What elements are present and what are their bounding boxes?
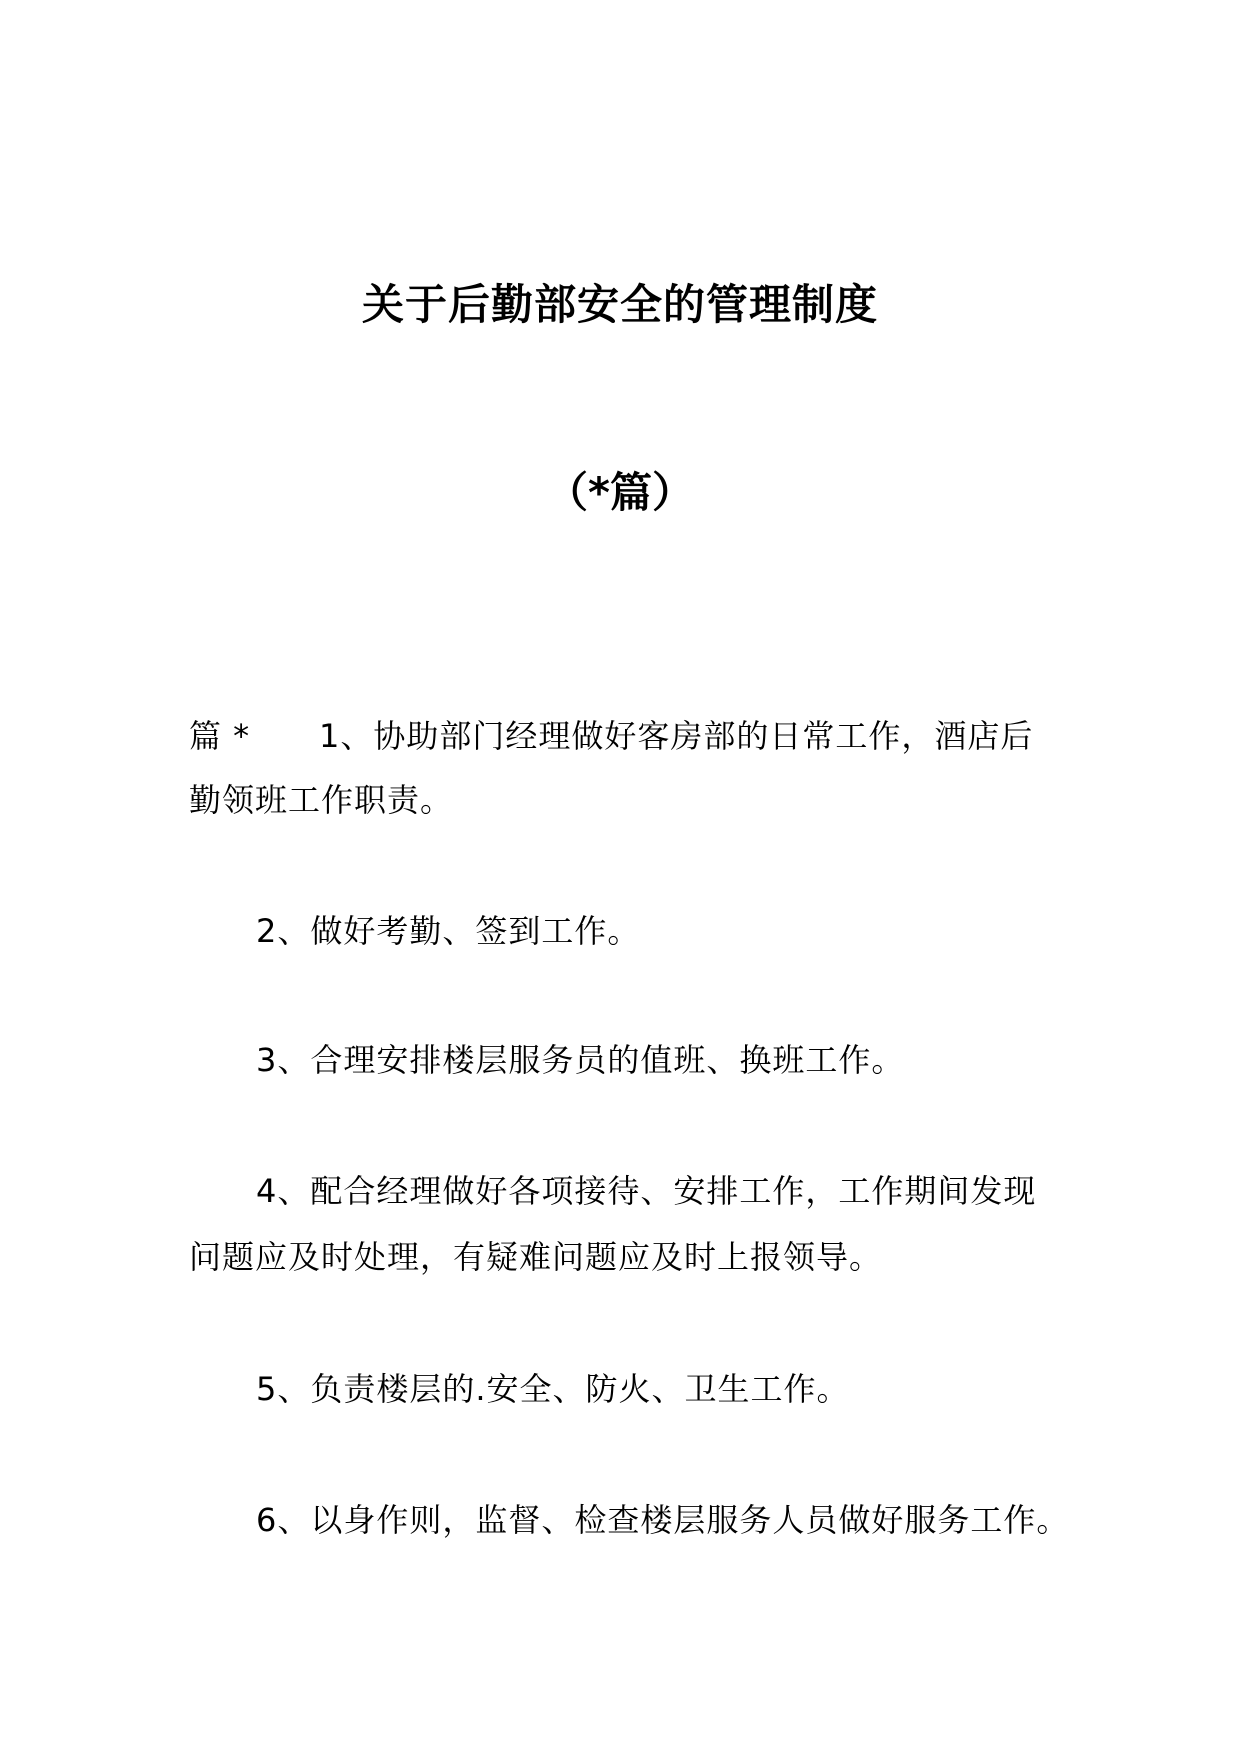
paragraph-2: 2、做好考勤、签到工作。 — [256, 912, 641, 950]
paragraph-text: 1、协助部门经理做好客房部的日常工作，酒店后 — [319, 717, 1034, 755]
paragraph-4-line-2: 问题应及时处理，有疑难问题应及时上报领导。 — [189, 1238, 883, 1276]
paragraph-1-line-2: 勤领班工作职责。 — [189, 781, 454, 819]
paragraph-4-line-1: 4、配合经理做好各项接待、安排工作，工作期间发现 — [256, 1172, 1037, 1210]
section-prefix: 篇 * — [189, 717, 251, 755]
document-subtitle: （*篇） — [546, 468, 694, 517]
paragraph-3: 3、合理安排楼层服务员的值班、换班工作。 — [256, 1041, 905, 1079]
paragraph-6: 6、以身作则，监督、检查楼层服务人员做好服务工作。 — [256, 1501, 1070, 1539]
document-title: 关于后勤部安全的管理制度 — [361, 280, 878, 329]
paragraph-5: 5、负责楼层的.安全、防火、卫生工作。 — [256, 1370, 850, 1408]
paragraph-1-line-1 — [189, 716, 1069, 756]
